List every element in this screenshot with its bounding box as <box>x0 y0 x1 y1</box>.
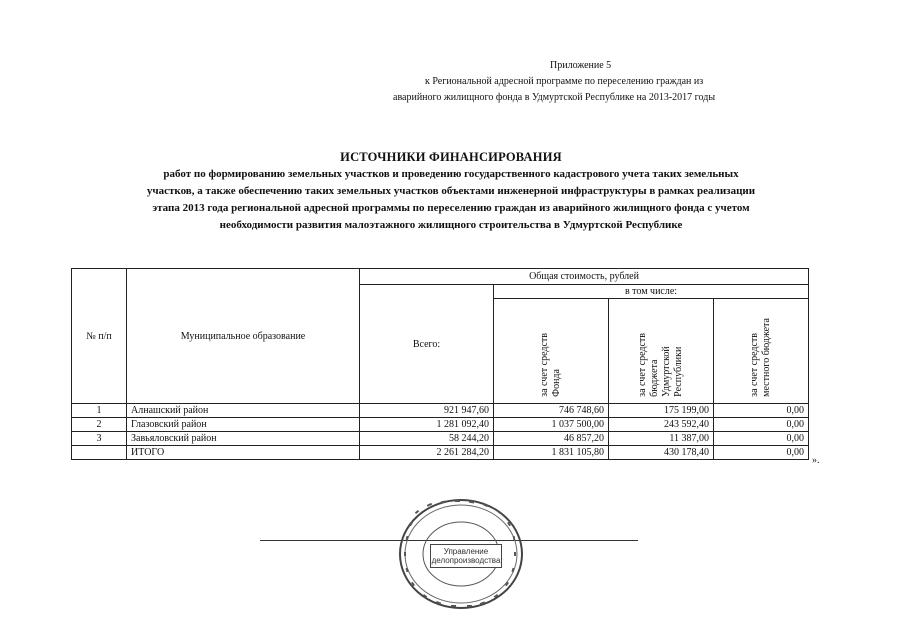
document-subtitle-line-1: работ по формированию земельных участков и проведению государственного кадастрового учета таких земельных <box>163 168 739 180</box>
total-row-republic: 430 178,40 <box>609 446 714 460</box>
header-number: № п/п <box>72 269 127 404</box>
header-total-cost: Общая стоимость, рублей <box>360 269 809 285</box>
appendix-number: Приложение 5 <box>550 60 612 71</box>
appendix-ref-line-1: к Региональной адресной программе по переселению граждан из <box>425 76 704 87</box>
row-local: 0,00 <box>714 432 809 446</box>
closing-quote-mark: ». <box>812 455 820 466</box>
total-row-local: 0,00 <box>714 446 809 460</box>
row-number: 3 <box>72 432 127 446</box>
stamp-label: Управление делопроизводства <box>430 544 502 568</box>
row-republic: 175 199,00 <box>609 404 714 418</box>
row-municipality: Завьяловский район <box>127 432 360 446</box>
total-row-fund: 1 831 105,80 <box>494 446 609 460</box>
document-title: ИСТОЧНИКИ ФИНАНСИРОВАНИЯ <box>340 150 562 164</box>
total-row <box>72 446 809 460</box>
header-republic: за счет средств бюджета Удмуртской Республики <box>637 333 684 397</box>
table-row <box>72 418 809 432</box>
document-subtitle-line-2: участков, а также обеспечению таких земельных участков объектами инженерной инфраструктуры в рамках реализации <box>146 185 756 197</box>
financing-table <box>71 268 809 460</box>
row-fund: 46 857,20 <box>494 432 609 446</box>
header-local-cell <box>714 299 809 404</box>
total-row-total: 2 261 284,20 <box>360 446 494 460</box>
appendix-header <box>330 58 830 106</box>
row-republic: 11 387,00 <box>609 432 714 446</box>
header-all: Всего: <box>360 285 494 404</box>
row-number: 2 <box>72 418 127 432</box>
row-municipality: Глазовский район <box>127 418 360 432</box>
row-fund: 746 748,60 <box>494 404 609 418</box>
row-local: 0,00 <box>714 404 809 418</box>
table-row <box>72 404 809 418</box>
row-municipality: Алнашский район <box>127 404 360 418</box>
header-fund: за счет средств Фонда <box>539 333 562 397</box>
row-republic: 243 592,40 <box>609 418 714 432</box>
table-row <box>72 432 809 446</box>
row-total: 58 244,20 <box>360 432 494 446</box>
header-municipality: Муниципальное образование <box>127 269 360 404</box>
document-subtitle-line-4: необходимости развития малоэтажного жилищного строительства в Удмуртской Республике <box>219 219 683 231</box>
header-fund-cell <box>494 299 609 404</box>
header-including: в том числе: <box>494 285 809 299</box>
row-fund: 1 037 500,00 <box>494 418 609 432</box>
document-heading <box>40 148 862 234</box>
header-local: за счет средств местного бюджета <box>749 318 772 397</box>
appendix-ref-line-2: аварийного жилищного фонда в Удмуртской Республике на 2013-2017 годы <box>393 92 716 103</box>
document-subtitle-line-3: этапа 2013 года региональной адресной программы по переселению граждан из аварийного жилищного фонда с учетом <box>152 202 750 214</box>
row-total: 921 947,60 <box>360 404 494 418</box>
total-row-number <box>72 446 127 460</box>
total-row-label: ИТОГО <box>127 446 360 460</box>
row-total: 1 281 092,40 <box>360 418 494 432</box>
header-republic-cell <box>609 299 714 404</box>
row-local: 0,00 <box>714 418 809 432</box>
row-number: 1 <box>72 404 127 418</box>
